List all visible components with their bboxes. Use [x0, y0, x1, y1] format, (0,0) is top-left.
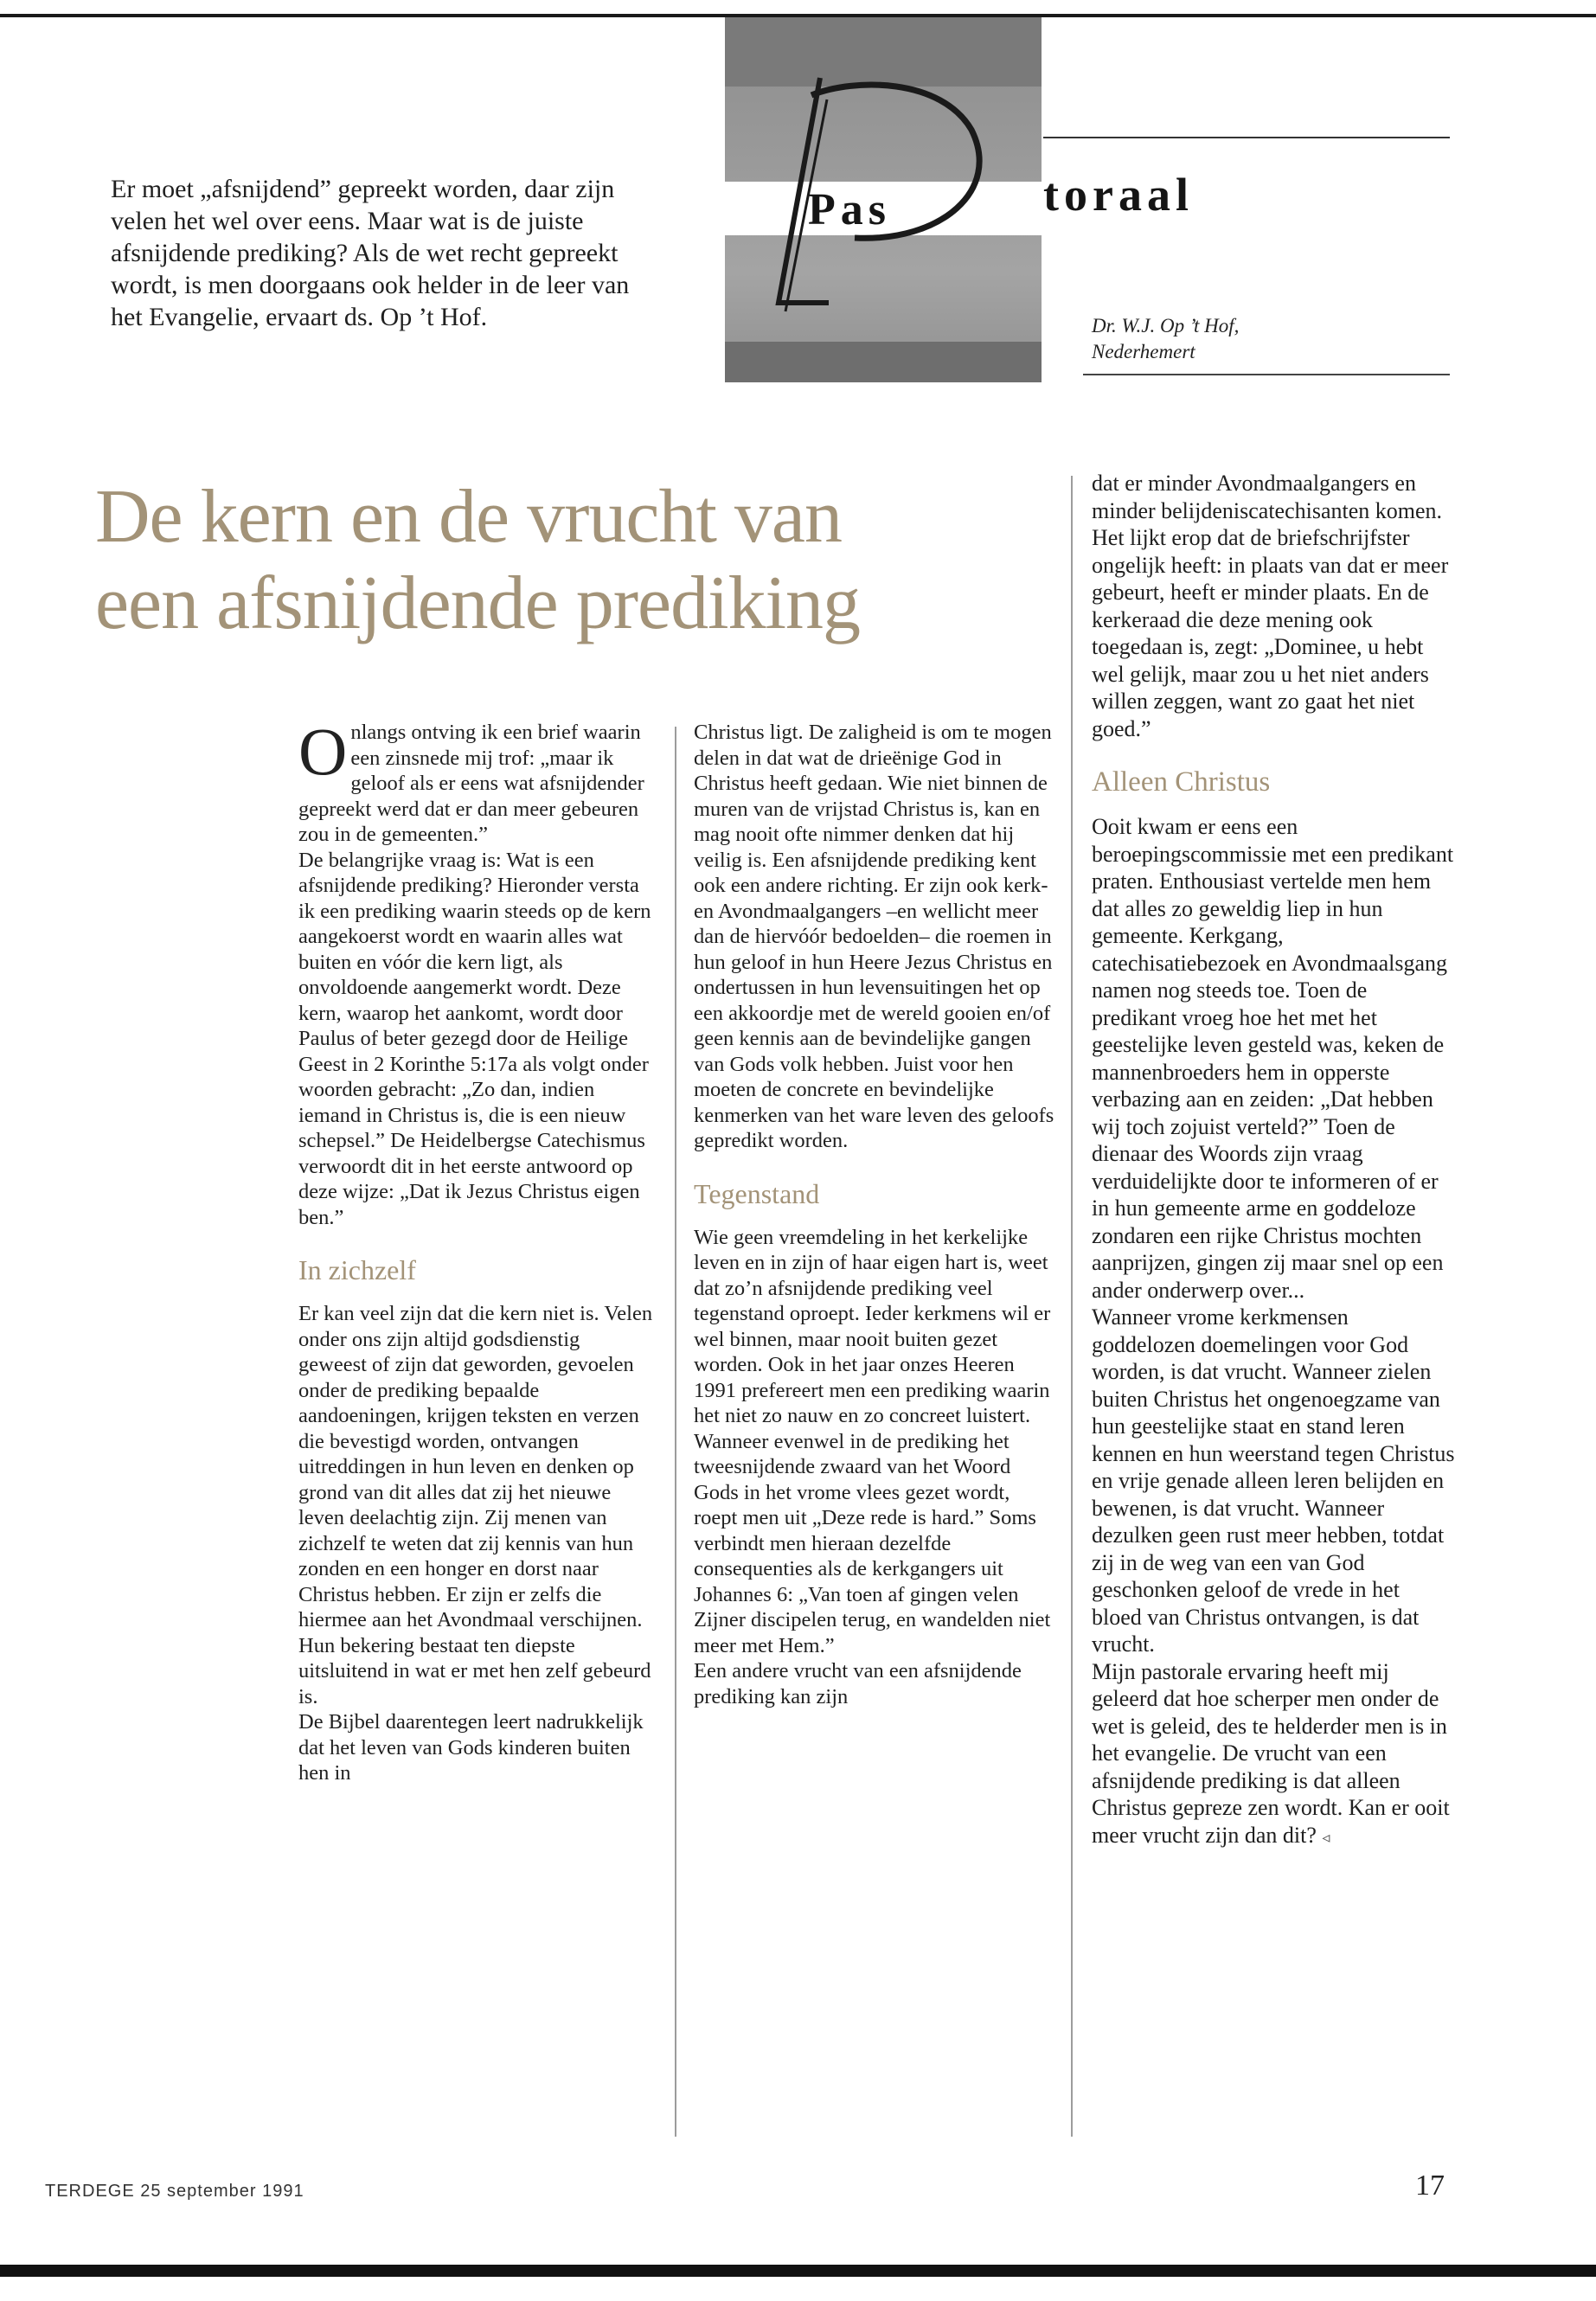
author-name: Dr. W.J. Op ’t Hof,: [1092, 315, 1240, 336]
paragraph: dat er minder Avondmaalgangers en minder belijdeniscatechisanten komen. Het lijkt erop dat de briefschrijfster ongelijk heeft: in plaats van dat er meer gebeurt, heeft er minder plaats. En de kerkeraad die deze mening ook toegedaan is, zegt: „Dominee, u hebt wel gelijk, maar zou u het niet anders willen zeggen, want zo gaat het niet goed.”: [1092, 471, 1449, 741]
paragraph: Er kan veel zijn dat die kern niet is. Velen onder ons zijn altijd godsdienstig geweest of zijn dat geworden, gevoelen onder de prediking bepaalde aandoeningen, krijgen teksten en verzen die bevestigd worden, ontvangen uitreddingen in hun leven en denken op grond van dit alles dat zij het nieuwe leven deelachtig zijn. Zij menen van zichzelf te weten dat zij kennis van hun zonden en een honger en dorst naar Christus hebben. Er zijn er zelfs die hiermee aan het Avondmaal verschijnen. Hun bekering bestaat ten diepste uitsluitend in wat er met hen zelf gebeurd is.: [298, 1302, 653, 1708]
paragraph: [298, 714, 653, 848]
intro-text: Er moet „afsnijdend” gepreekt worden, daar zijn velen het wel over eens. Maar wat is de juiste afsnijdende prediking? Als de wet recht gepreekt wordt, is men doorgaans ook helder in de leer van het Evangelie, ervaart ds. Op ’t Hof.: [111, 175, 630, 331]
author-byline: [1092, 313, 1239, 365]
paragraph: De belangrijke vraag is: Wat is een afsnijdende prediking? Hieronder versta ik een prediking waarin steeds op de kern aangekoerst wordt en waarin alles wat buiten en vóór die kern ligt, als onvoldoende aangemerkt wordt. Deze kern, waarop het aankomt, wordt door Paulus of beter gezegd door de Heilige Geest in 2 Korinthe 5:17a als volgt onder woorden gebracht: „Zo dan, indien iemand in Christus is, die is een nieuw schepsel.” De Heidelbergse Catechismus verwoordt dit in het eerste antwoord op deze wijze: „Dat ik Jezus Christus eigen ben.”: [298, 848, 651, 1229]
column-1: [298, 714, 653, 1786]
paragraph: Wanneer vrome kerkmensen goddelozen doemelingen voor God worden, is dat vrucht. Wanneer zielen buiten Christus het ongenoegzame van hun geestelijke staat en stand leren kennen en hun weerstand tegen Christus en vrije genade alleen leren belijden en bewenen, is dat vrucht. Wanneer dezulken geen rust meer hebben, totdat zij in de weg van een van God geschonken geloof de vrede in het bloed van Christus ontvangen, is dat vrucht.: [1092, 1304, 1455, 1657]
section-label: Pas: [808, 185, 891, 234]
paragraph-text: Mijn pastorale ervaring heeft mij geleerd dat hoe scherper men onder de wet is geleid, des te helderder men is in het evangelie. De vrucht van een afsnijdende prediking is dat alleen Christus gepreze zen wordt. Kan er ooit meer vrucht zijn dan dit?: [1092, 1658, 1450, 1848]
footer-publication: TERDEGE 25 september 1991: [45, 2182, 304, 2201]
article-title: [95, 474, 960, 647]
author-rule: [1083, 374, 1450, 375]
drop-cap: O: [298, 714, 348, 789]
end-mark-icon: ◃: [1322, 1828, 1330, 1846]
subheading: Tegenstand: [694, 1177, 820, 1209]
paragraph: Christus ligt. De zaligheid is om te mogen delen in dat wat de drieënige God in Christus heeft gedaan. Wie niet binnen de muren van de vrijstad Christus is, kan en mag nooit ofte nimmer denken dat hij veilig is. Een afsnijdende prediking kent ook een andere richting. Er zijn ook kerk- en Avondmaalgangers –en wellicht meer dan de hiervóór bedoelden– die roemen in hun geloof in hun Heere Jezus Christus en ondertussen in hun levensuitingen het op een akkoordje met de wereld gooien en/of geen kennis aan de bevindelijke gangen van Gods volk hebben. Juist voor hen moeten de concrete en bevindelijke kenmerken van het ware leven des geloofs gepredikt worden.: [694, 721, 1054, 1152]
page-number: 17: [1415, 2170, 1445, 2202]
paragraph-text: nlangs ontving ik een brief waarin een zinsnede mij trof: „maar ik geloof als er eens wat afsnijdender gepreekt werd dat er dan meer gebeuren zou in de gemeenten.”: [298, 721, 644, 846]
section-label-right: toraal: [1043, 169, 1194, 221]
title-line-2: een afsnijdende prediking: [95, 561, 861, 645]
subheading: Alleen Christus: [1092, 766, 1271, 798]
column-rule: [675, 727, 676, 2137]
subheading: In zichzelf: [298, 1254, 416, 1285]
author-place: Nederhemert: [1092, 341, 1195, 362]
paragraph: Ooit kwam er eens een beroepingscommissie met een predikant praten. Enthousiast vertelde men hem dat alles zo geweldig liep in hun gemeente. Kerkgang, catechisatiebezoek en Avondmaalsgang namen nog steeds toe. Toen de predikant vroeg hoe het met het geestelijke leven gesteld was, keken de mannenbroeders hem in opperste verbazing aan en zeiden: „Dat hebben wij toch zojuist verteld?” Toen de dienaar des Woords zijn vraag verduidelijkte door te informeren of er in hun gemeente arme en goddeloze zondaren een rijke Christus mochten aanprijzen, gingen zij maar snel op een ander onderwerp over...: [1092, 814, 1454, 1303]
column-rule: [1071, 476, 1073, 2137]
paragraph: Wie geen vreemdeling in het kerkelijke leven en in zijn of haar eigen hart is, weet dat zo’n afsnijdende prediking veel tegenstand oproept. Ieder kerkmens wil er wel binnen, maar nooit buiten gezet worden. Ook in het jaar onzes Heeren 1991 prefereert men een prediking waarin het niet zo nauw en zo concreet luistert. Wanneer evenwel in de prediking het tweesnijdende zwaard van het Woord Gods in het vrome vlees gezet wordt, roept men uit „Deze rede is hard.” Soms verbindt men hieraan dezelfde consequenties als de kerkgangers uit Johannes 6: „Van toen af gingen velen Zijner discipelen terug, en wandelden niet meer met Hem.”: [694, 1225, 1051, 1657]
column-3: [1092, 470, 1455, 1851]
section-logo: [725, 17, 1042, 382]
paragraph: De Bijbel daarentegen leert nadrukkelijk dat het leven van Gods kinderen buiten hen in: [298, 1710, 644, 1785]
header-rule: [1043, 137, 1450, 138]
bottom-border: [0, 2265, 1596, 2277]
title-line-1: De kern en de vrucht van: [95, 475, 842, 559]
paragraph: Een andere vrucht van een afsnijdende prediking kan zijn: [694, 1659, 1022, 1708]
column-2: [694, 720, 1057, 1709]
paragraph: [1092, 1658, 1455, 1852]
